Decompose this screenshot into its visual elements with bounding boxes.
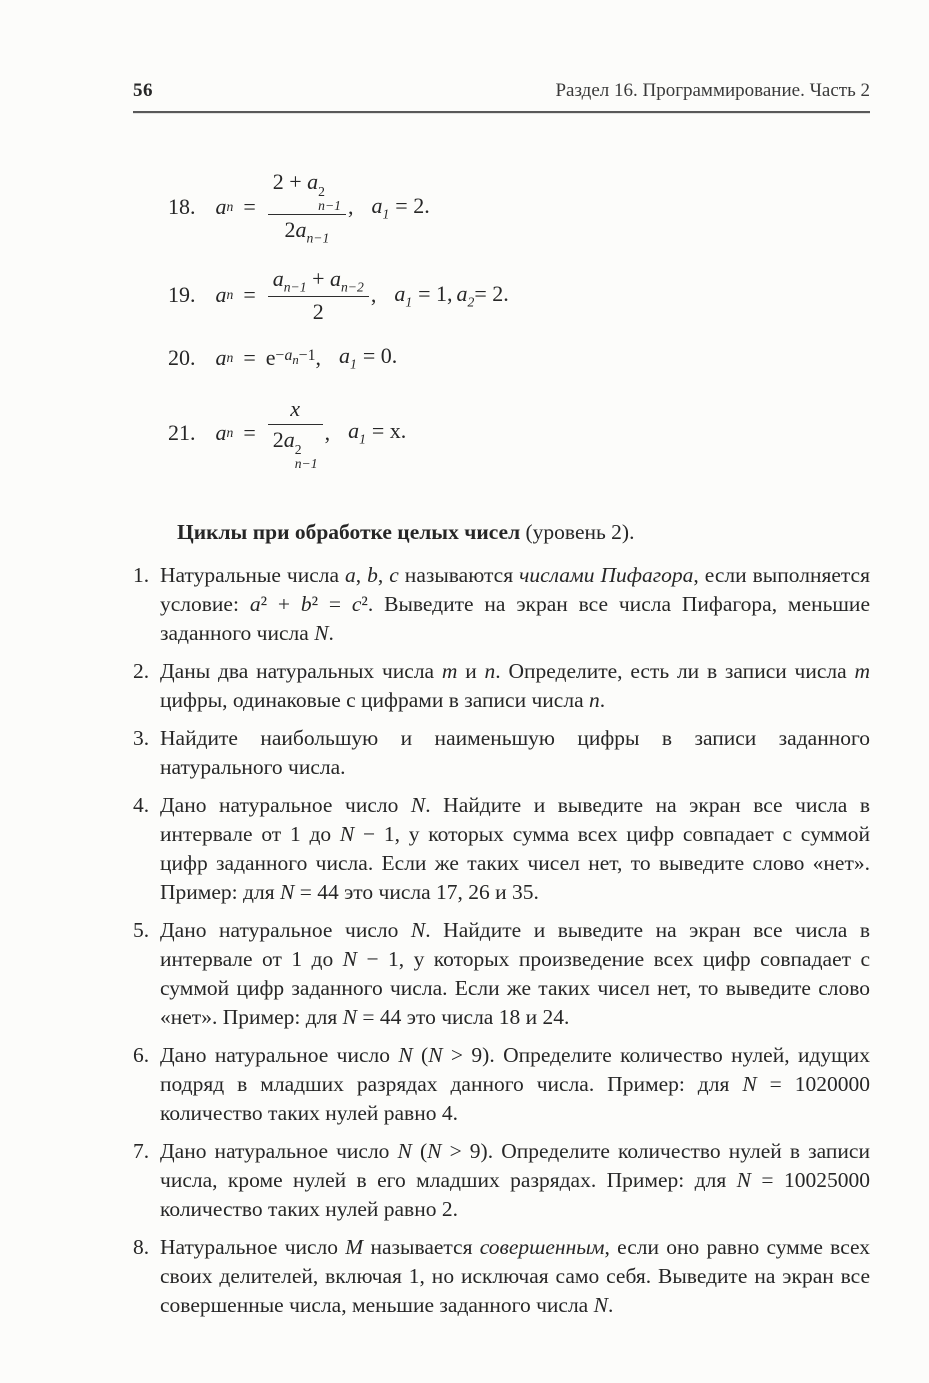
running-header-title: Раздел 16. Программирование. Часть 2 bbox=[555, 80, 870, 101]
formula-21 bbox=[168, 394, 870, 472]
page-number: 56 bbox=[133, 80, 153, 101]
formula-18 bbox=[168, 167, 870, 248]
formula-number: 19. bbox=[168, 282, 196, 308]
item-number: 2. bbox=[133, 659, 150, 684]
formula-20 bbox=[168, 343, 870, 372]
exercise-item-5 bbox=[133, 916, 870, 1032]
exercise-item-8 bbox=[133, 1233, 870, 1320]
initial-condition: $a_1 = x$. bbox=[348, 418, 407, 447]
item-number: 4. bbox=[133, 793, 150, 818]
formula-expression: a n = 2 + a 2 n−1 $2a_{n-1}$ , $a_1 = 2$. bbox=[216, 167, 430, 248]
item-number: 3. bbox=[133, 726, 150, 751]
exercise-item-3 bbox=[133, 724, 870, 782]
fraction: $\frac{a_{n-1} + a_{n-2}}{2}$ bbox=[268, 264, 369, 327]
initial-condition: $a_1 = 0$. bbox=[339, 342, 398, 372]
item-number: 1. bbox=[133, 563, 150, 588]
fraction: x 2a 2 n−1 bbox=[268, 394, 323, 472]
exercise-item-1 bbox=[133, 561, 870, 648]
formula-19 bbox=[168, 264, 870, 327]
section-title-bold: Циклы при обработке целых чисел bbox=[177, 520, 521, 545]
formula-number: 21. bbox=[168, 420, 196, 446]
initial-condition: $a_1 = 2$. bbox=[371, 192, 430, 222]
item-text: Натуральное число M называется совершенным, если оно равно сумме всех своих делителей, включая 1, но исключая само себя. Выведите на экран все совершенные числа, меньшие заданного числа N. bbox=[160, 1235, 871, 1318]
formula-number: 18. bbox=[168, 194, 196, 220]
exercise-item-2 bbox=[133, 657, 870, 715]
item-number: 6. bbox=[133, 1043, 150, 1068]
exercise-item-6 bbox=[133, 1041, 870, 1128]
formula-number: 20. bbox=[168, 344, 196, 370]
exercise-list bbox=[133, 561, 870, 1320]
page-header bbox=[133, 80, 870, 113]
item-text: Натуральные числа a, b, c называются числами Пифагора, если выполняется условие: a² + b² = c². Выведите на экран все числа Пифагора, меньшие заданного числа N. bbox=[160, 563, 870, 646]
item-text: Дано натуральное число N. Найдите и выведите на экран все числа в интервале от 1 до N − 1, у которых произведение всех цифр совпадает с суммой цифр заданного числа. Если же таких чисел нет, то выведите слово «нет». Пример: для N = 44 это числа 18 и 24. bbox=[160, 918, 870, 1030]
formula-expression: a n = x 2a 2 n−1 , $a_1 = x$. bbox=[215, 396, 407, 471]
formula-expression: a n = $\frac{a_{n-1} + a_{n-2}}{2}$ , $a_1 = 1$, $a_2= 2$. bbox=[216, 264, 509, 327]
exercise-item-7 bbox=[133, 1137, 870, 1224]
exercise-item-4 bbox=[133, 791, 870, 907]
item-text: Найдите наибольшую и наименьшую цифры в записи заданного натурального числа. bbox=[160, 726, 870, 780]
initial-condition: $a_2= 2$. bbox=[456, 280, 509, 310]
formula-block bbox=[168, 167, 870, 472]
item-text: Дано натуральное число N (N > 9). Определите количество нулей в записи числа, кроме нулей в его младших разрядах. Пример: для N = 10025000 количество таких нулей равно 2. bbox=[160, 1139, 870, 1222]
item-number: 7. bbox=[133, 1139, 150, 1164]
fraction: 2 + a 2 n−1 $2a_{n-1}$ bbox=[268, 167, 346, 248]
item-text: Даны два натуральных числа m и n. Определите, есть ли в записи числа m цифры, одинаковые с цифрами в записи числа n. bbox=[160, 659, 870, 713]
formula-expression: a n = e $-a_n-1$ , $a_1 = 0$. bbox=[215, 342, 398, 372]
item-number: 8. bbox=[133, 1235, 150, 1260]
item-text: Дано натуральное число N. Найдите и выведите на экран все числа в интервале от 1 до N − 1, у которых сумма всех цифр совпадает с суммой цифр заданного числа. Если же таких чисел нет, то выведите слово «нет». Пример: для N = 44 это числа 17, 26 и 35. bbox=[160, 793, 870, 905]
item-text: Дано натуральное число N (N > 9). Определите количество нулей, идущих подряд в младших разрядах данного числа. Пример: для N = 1020000 количество таких нулей равно 4. bbox=[160, 1043, 870, 1126]
initial-condition: $a_1 = 1$, bbox=[394, 280, 453, 310]
item-number: 5. bbox=[133, 918, 150, 943]
section-title-rest: (уровень 2). bbox=[520, 520, 635, 545]
section-title bbox=[177, 520, 870, 545]
